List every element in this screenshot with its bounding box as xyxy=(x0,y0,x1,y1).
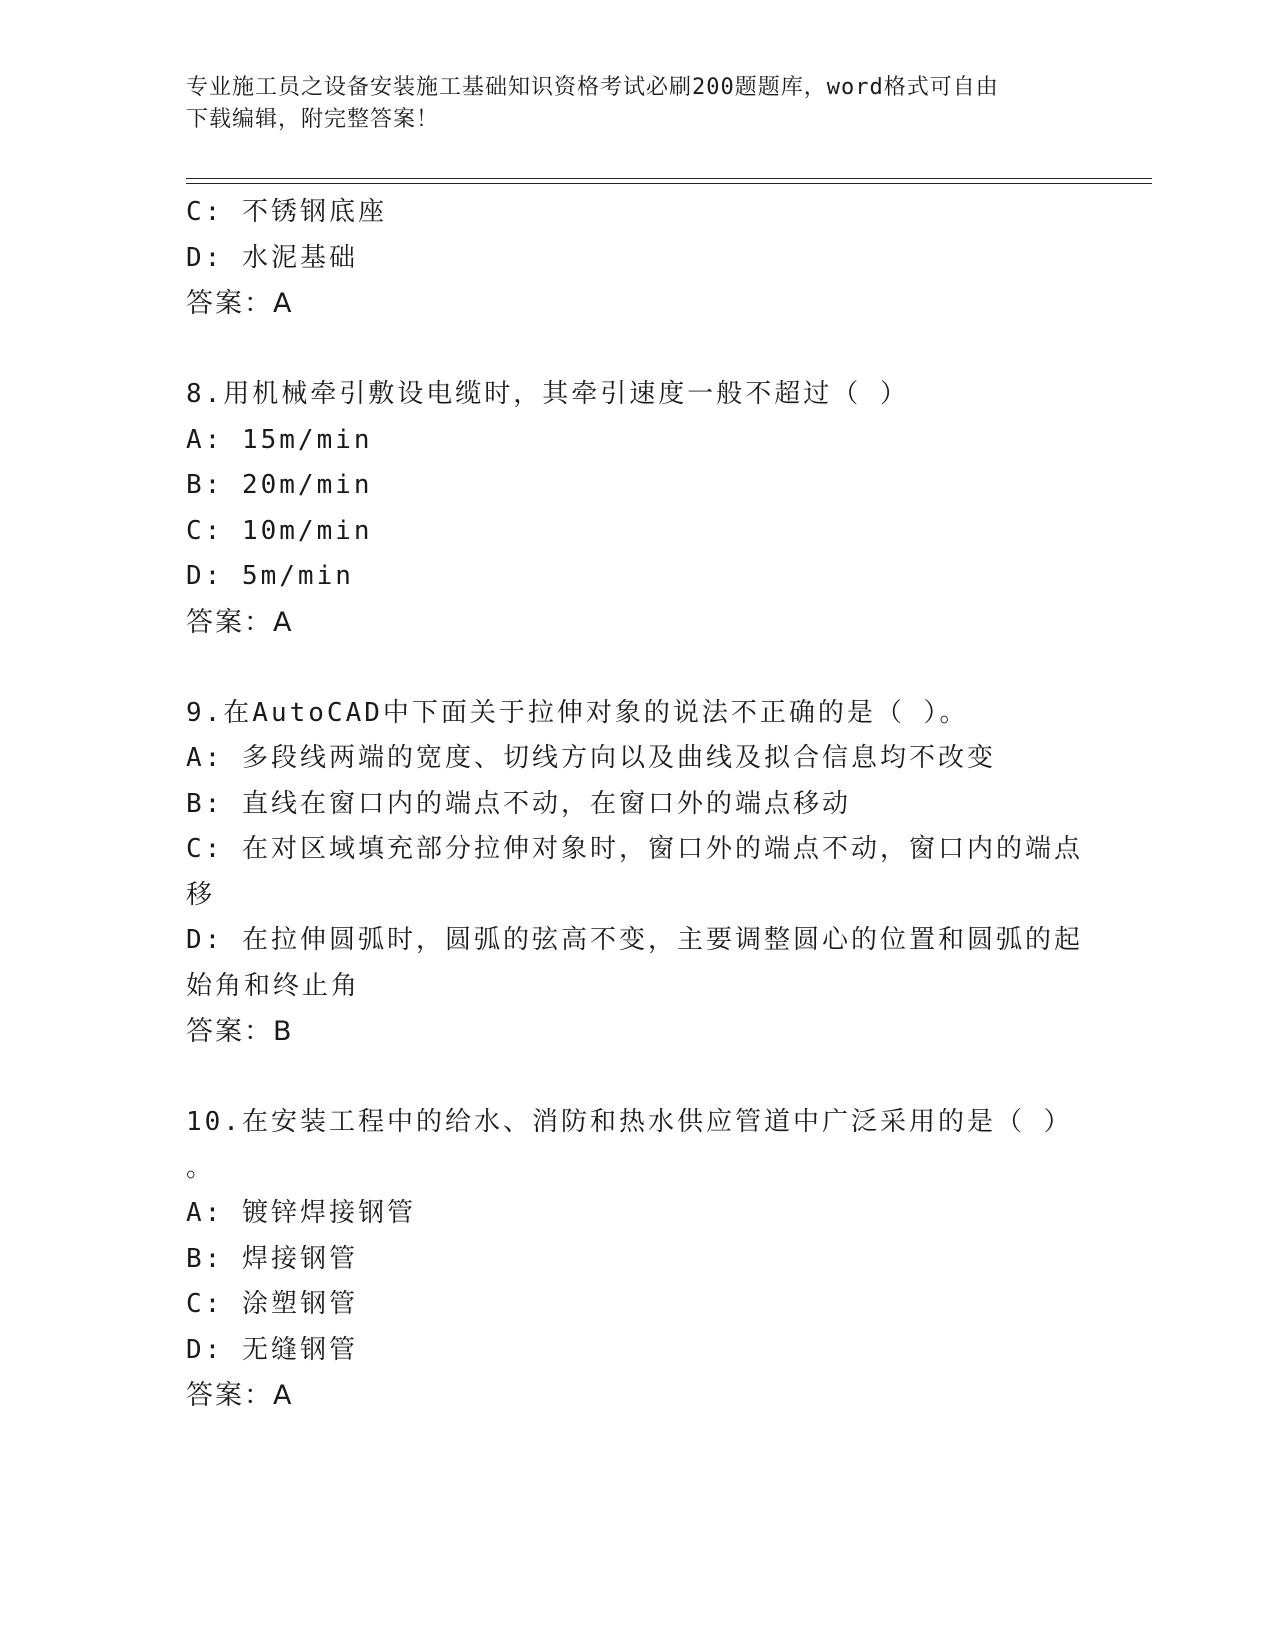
question-text: 9.在AutoCAD中下面关于拉伸对象的说法不正确的是（ ）。 xyxy=(186,697,969,728)
answer: 答案：A xyxy=(186,1380,294,1411)
answer: 答案：A xyxy=(186,606,294,638)
option-d: D: 无缝钢管 xyxy=(186,1334,358,1365)
question-9 xyxy=(186,691,1086,1055)
question-text-line-1: 10.在安装工程中的给水、消防和热水供应管道中广泛采用的是（ ） xyxy=(186,1107,1073,1137)
option-a: A: 镀锌焊接钢管 xyxy=(186,1198,416,1228)
answer: 答案：B xyxy=(186,1016,294,1047)
question-10 xyxy=(186,1100,1086,1419)
answer: 答案：A xyxy=(186,288,294,319)
spacer xyxy=(186,1055,1086,1101)
option-c: C: 涂塑钢管 xyxy=(186,1289,358,1319)
spacer xyxy=(186,645,1086,691)
header-title-line-2: 下载编辑，附完整答案！ xyxy=(186,107,440,132)
header-title-line-1: 专业施工员之设备安装施工基础知识资格考试必刷200题题库，word格式可自由 xyxy=(186,75,999,100)
option-b: B: 焊接钢管 xyxy=(186,1243,358,1274)
option-b: B: 20m/min xyxy=(186,470,373,500)
option-d-line-2: 始角和终止角 xyxy=(186,970,361,1001)
option-a: A: 多段线两端的宽度、切线方向以及曲线及拟合信息均不改变 xyxy=(186,743,996,773)
option-d: D: 5m/min xyxy=(186,561,354,591)
option-c-line-1: C: 在对区域填充部分拉伸对象时，窗口外的端点不动，窗口内的端点 xyxy=(186,834,1083,864)
option-a: A: 15m/min xyxy=(186,424,373,455)
option-b: B: 直线在窗口内的端点不动，在窗口外的端点移动 xyxy=(186,788,851,819)
option-c: C: 不锈钢底座 xyxy=(186,197,387,227)
spacer xyxy=(186,327,1086,373)
header-divider-bottom xyxy=(186,183,1152,184)
option-d: D: 水泥基础 xyxy=(186,242,358,273)
header-divider-top xyxy=(186,178,1152,179)
option-d-line-1: D: 在拉伸圆弧时，圆弧的弦高不变，主要调整圆心的位置和圆弧的起 xyxy=(186,925,1083,955)
question-8 xyxy=(186,372,1086,645)
question-text-line-2: 。 xyxy=(186,1152,216,1183)
question-7-tail xyxy=(186,190,1086,327)
question-text: 8.用机械牵引敷设电缆时，其牵引速度一般不超过（ ） xyxy=(186,379,909,409)
question-list xyxy=(186,190,1086,1419)
document-header xyxy=(186,72,1066,136)
option-c: C: 10m/min xyxy=(186,515,373,546)
option-c-line-2: 移 xyxy=(186,879,216,910)
